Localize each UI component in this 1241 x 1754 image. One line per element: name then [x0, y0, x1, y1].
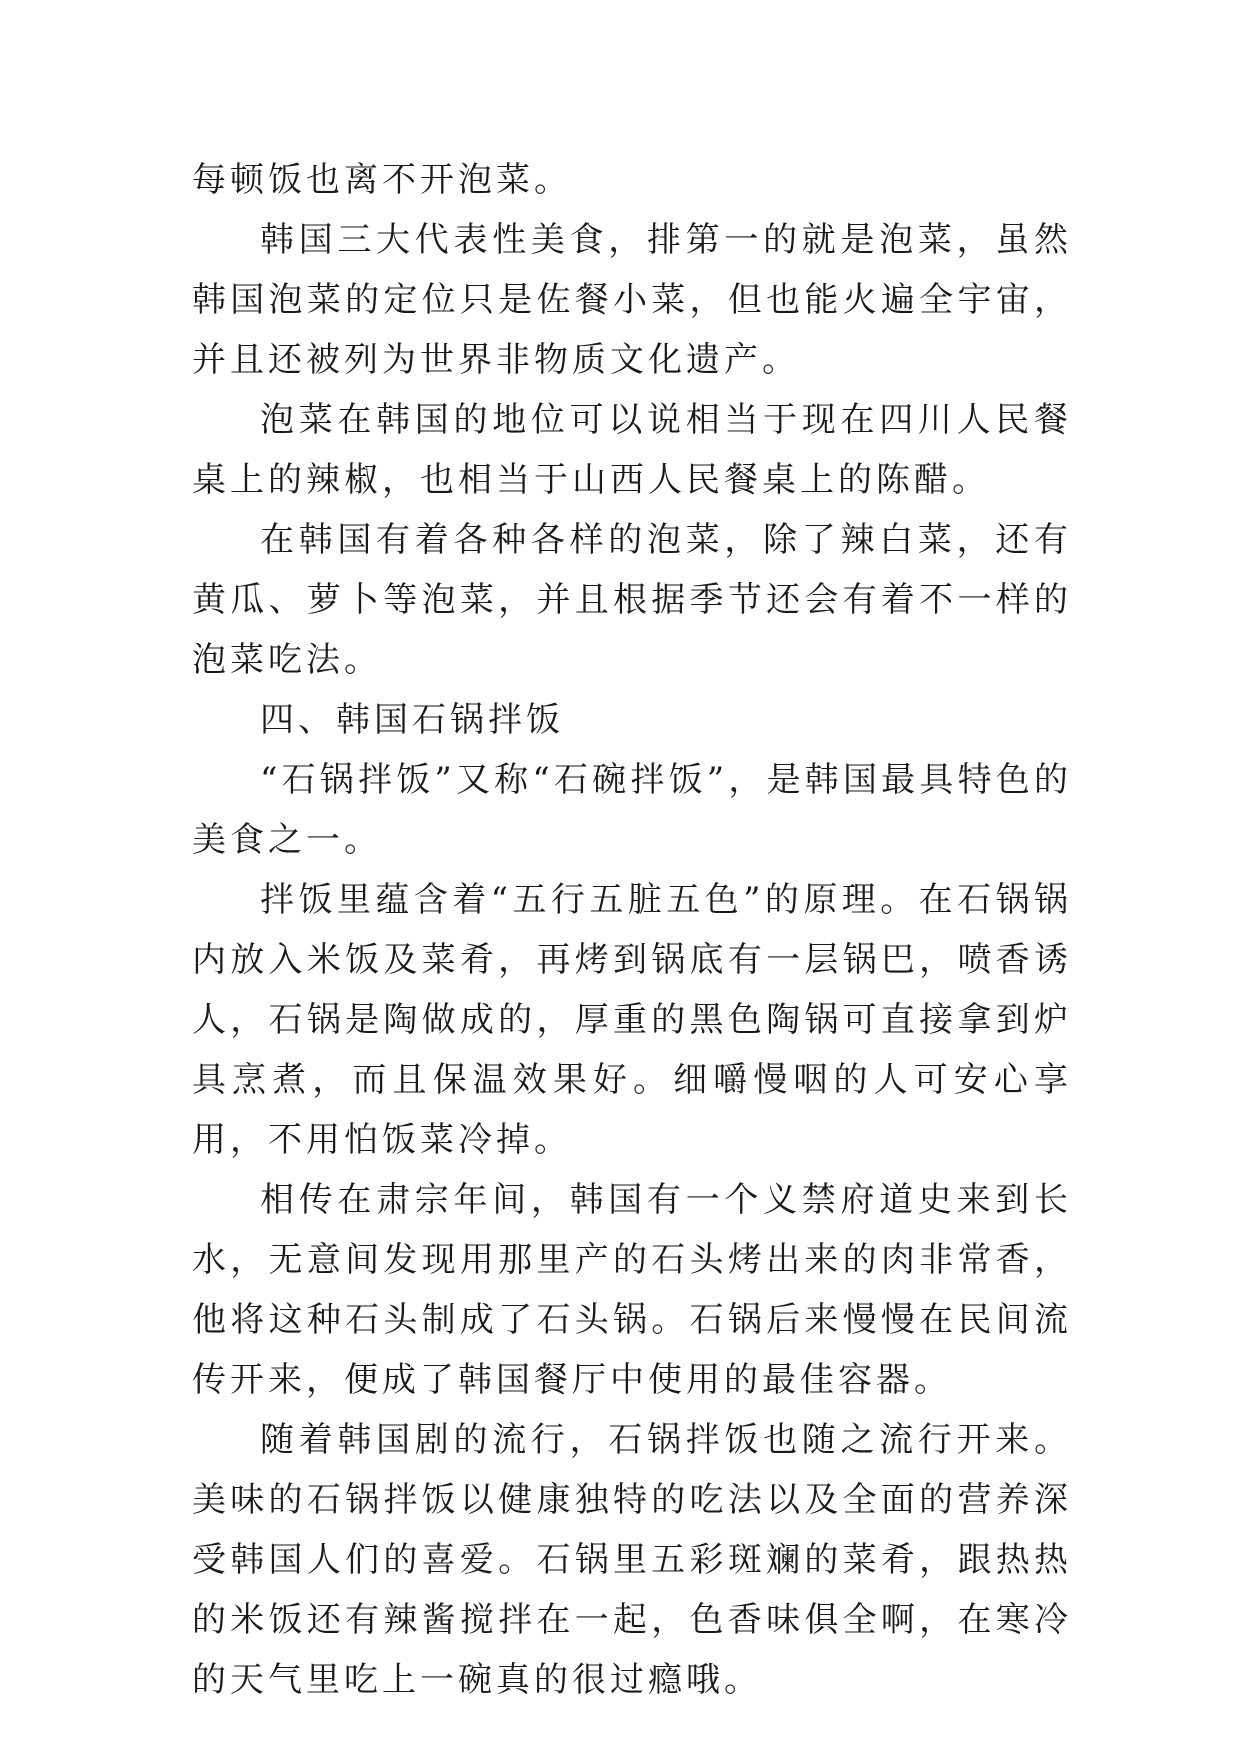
- document-body: [192, 150, 1072, 1710]
- paragraph: 随着韩国剧的流行，石锅拌饭也随之流行开来。美味的石锅拌饭以健康独特的吃法以及全面的营养深受韩国人们的喜爱。石锅里五彩斑斓的菜肴，跟热热的米饭还有辣酱搅拌在一起，色香味俱全啊，在寒冷的天气里吃上一碗真的很过瘾哦。: [192, 1420, 1072, 1700]
- paragraph: 韩国三大代表性美食，排第一的就是泡菜，虽然韩国泡菜的定位只是佐餐小菜，但也能火遍全宇宙，并且还被列为世界非物质文化遗产。: [192, 220, 1072, 380]
- paragraph: “石锅拌饭”又称“石碗拌饭”，是韩国最具特色的美食之一。: [192, 760, 1072, 860]
- paragraph: 拌饭里蕴含着“五行五脏五色”的原理。在石锅锅内放入米饭及菜肴，再烤到锅底有一层锅巴，喷香诱人，石锅是陶做成的，厚重的黑色陶锅可直接拿到炉具烹煮，而且保温效果好。细嚼慢咽的人可安心享用，不用怕饭菜冷掉。: [192, 880, 1072, 1160]
- paragraph: 泡菜在韩国的地位可以说相当于现在四川人民餐桌上的辣椒，也相当于山西人民餐桌上的陈醋。: [192, 400, 1072, 500]
- section-heading: 四、韩国石锅拌饭: [260, 700, 564, 740]
- paragraph: 每顿饭也离不开泡菜。: [192, 160, 572, 200]
- paragraph: 在韩国有着各种各样的泡菜，除了辣白菜，还有黄瓜、萝卜等泡菜，并且根据季节还会有着不一样的泡菜吃法。: [192, 520, 1072, 680]
- paragraph: 相传在肃宗年间，韩国有一个义禁府道史来到长水，无意间发现用那里产的石头烤出来的肉非常香，他将这种石头制成了石头锅。石锅后来慢慢在民间流传开来，便成了韩国餐厅中使用的最佳容器。: [192, 1180, 1072, 1400]
